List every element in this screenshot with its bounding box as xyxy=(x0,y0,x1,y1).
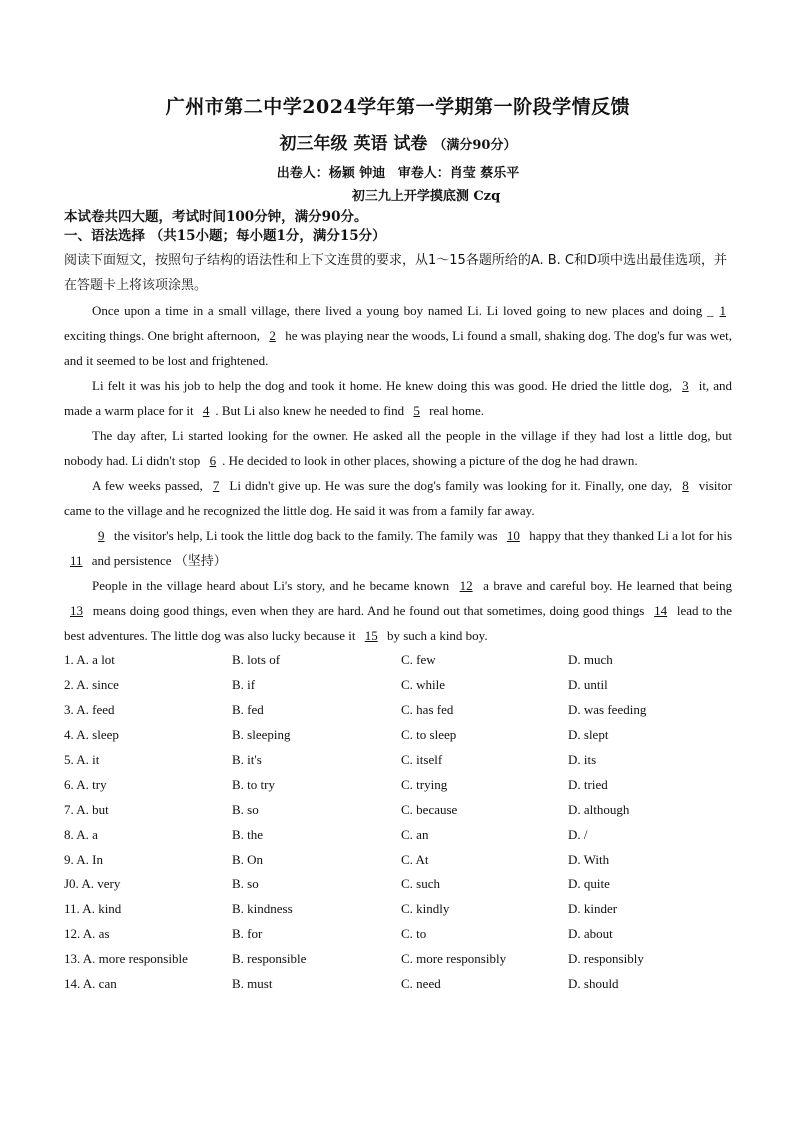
blank-5: 5 xyxy=(413,403,420,418)
option-c: C. such xyxy=(401,876,440,892)
blank-7: 7 xyxy=(212,478,220,493)
option-c: C. kindly xyxy=(401,901,450,917)
option-b: B. On xyxy=(232,851,264,867)
option-b: B. responsible xyxy=(232,951,307,967)
authors-line xyxy=(64,162,732,181)
option-d: D. / xyxy=(568,826,588,842)
option-b: B. so xyxy=(232,801,259,817)
option-row xyxy=(64,972,732,997)
option-d: D. responsibly xyxy=(568,951,644,967)
test-code: 初三九上开学摸底测 Czq xyxy=(351,189,501,204)
option-row xyxy=(64,772,732,797)
option-b: B. kindness xyxy=(232,901,293,917)
blank-10: 10 xyxy=(506,528,520,543)
option-c: C. At xyxy=(401,851,429,867)
option-a: 2. A. since xyxy=(64,677,119,693)
option-a: 4. A. sleep xyxy=(64,727,119,743)
exam-intro: 本试卷共四大题，考试时间100分钟，满分90分。 xyxy=(64,209,368,225)
passage-paragraph: 9 the visitor's help, Li took the little dog back to the family. The family was 10 happy that they thanked Li a lot for his 11 and persistence （坚持） xyxy=(64,523,732,573)
passage-paragraph: People in the village heard about Li's story, and he became known 12 a brave and careful boy. He learned that being 13 means doing good things, even when they are hard. And he found out that sometimes, doing good things 14 lead to the best adventures. The little dog was also lucky because it 15 by such a kind boy. xyxy=(64,573,732,648)
option-a: J0. A. very xyxy=(64,876,121,892)
exam-title: 广州市第二中学2024学年第一学期第一阶段学情反馈 xyxy=(165,96,631,118)
option-a: 9. A. In xyxy=(64,851,103,867)
grade-subject: 初三年级 英语 试卷 xyxy=(279,134,428,154)
passage-paragraph: Once upon a time in a small village, there lived a young boy named Li. Li loved going to new places and doing _ 1 exciting things. One bright afternoon, 2 he was playing near the woods, Li found a small, shaking dog. The dog's fur was wet, and it seemed to be lost and frightened. xyxy=(64,298,732,373)
option-row xyxy=(64,673,732,698)
option-d: D. its xyxy=(568,752,597,767)
option-b: B. fed xyxy=(232,702,264,718)
option-c: C. need xyxy=(401,976,441,992)
option-c: C. itself xyxy=(401,752,443,767)
blank-4: 4 xyxy=(202,403,210,418)
full-score-note: （满分90分） xyxy=(433,138,517,153)
option-row xyxy=(64,748,732,773)
passage-paragraph: A few weeks passed, 7 Li didn't give up. He was sure the dog's family was looking for it. Finally, one day, 8 visitor came to the village and he recognized the little dog. He said it was from a family far away. xyxy=(64,473,732,523)
option-c: C. few xyxy=(401,652,436,668)
option-row xyxy=(64,822,732,847)
option-d: D. slept xyxy=(568,727,609,743)
option-a: 1. A. a lot xyxy=(64,652,115,668)
option-row xyxy=(64,947,732,972)
option-d: D. about xyxy=(568,926,613,942)
option-c: C. because xyxy=(401,801,458,817)
option-b: B. it's xyxy=(232,752,262,767)
option-b: B. for xyxy=(232,926,263,942)
option-row xyxy=(64,847,732,872)
blank-6: 6 xyxy=(209,453,217,468)
option-c: C. to xyxy=(401,926,427,942)
option-d: D. was feeding xyxy=(568,702,647,718)
blank-13: 13 xyxy=(70,603,83,618)
option-d: D. much xyxy=(568,652,613,668)
paper-setters: 出卷人：杨颖 钟迪 xyxy=(276,166,386,181)
option-a: 13. A. more responsible xyxy=(64,951,188,967)
section-instruction: 阅读下面短文，按照句子结构的语法性和上下文连贯的要求，从1～15各题所给的A. B. C和D项中选出最佳选项，并在答题卡上将该项涂黑。 xyxy=(64,253,728,293)
option-c: C. trying xyxy=(401,776,448,792)
option-b: B. the xyxy=(232,826,264,842)
option-b: B. must xyxy=(232,976,273,992)
option-a: 14. A. can xyxy=(64,976,117,992)
option-d: D. until xyxy=(568,677,608,693)
option-a: 12. A. as xyxy=(64,926,110,942)
option-c: C. an xyxy=(401,826,429,842)
blank-15: 15 xyxy=(364,628,378,643)
option-d: D. quite xyxy=(568,876,610,892)
blank-14: 14 xyxy=(654,603,668,618)
option-a: 5. A. it xyxy=(64,752,100,767)
option-a: 3. A. feed xyxy=(64,702,115,718)
option-row xyxy=(64,797,732,822)
option-a: 6. A. try xyxy=(64,776,107,792)
option-c: C. to sleep xyxy=(401,727,457,743)
blank-8: 8 xyxy=(682,478,689,493)
option-b: B. sleeping xyxy=(232,727,291,743)
exam-subtitle xyxy=(64,129,732,154)
blank-9: 9 xyxy=(98,528,105,543)
option-a: 11. A. kind xyxy=(64,901,122,917)
answer-options xyxy=(64,648,732,996)
option-row xyxy=(64,723,732,748)
blank-2: 2 xyxy=(269,328,276,343)
option-c: C. while xyxy=(401,677,446,693)
option-d: D. should xyxy=(568,976,619,992)
paper-reviewers: 审卷人：肖莹 蔡乐平 xyxy=(397,166,520,181)
option-d: D. kinder xyxy=(568,901,618,917)
blank-1: 1 xyxy=(719,303,726,318)
blank-3: 3 xyxy=(682,378,689,393)
option-c: C. more responsibly xyxy=(401,951,507,967)
option-row xyxy=(64,648,732,673)
blank-12: 12 xyxy=(459,578,473,593)
exam-page xyxy=(64,92,732,996)
passage-paragraph: The day after, Li started looking for the owner. He asked all the people in the village if they had lost a little dog, but nobody had. Li didn't stop 6 . He decided to look in other places, showing a picture of the dog he had drawn. xyxy=(64,423,732,473)
passage-paragraph: Li felt it was his job to help the dog and took it home. He knew doing this was good. He dried the little dog, 3 it, and made a warm place for it 4 . But Li also knew he needed to find 5 real home. xyxy=(64,373,732,423)
option-d: D. although xyxy=(568,801,630,817)
option-a: 7. A. but xyxy=(64,801,109,817)
reading-passage xyxy=(64,298,732,648)
option-row xyxy=(64,872,732,897)
option-d: D. tried xyxy=(568,776,608,792)
option-row xyxy=(64,897,732,922)
blank-11: 11 xyxy=(70,553,83,568)
option-c: C. has fed xyxy=(401,702,454,718)
option-b: B. if xyxy=(232,677,256,693)
option-b: B. to try xyxy=(232,776,275,792)
option-b: B. lots of xyxy=(232,652,281,668)
option-a: 8. A. a xyxy=(64,826,98,842)
option-row xyxy=(64,698,732,723)
option-d: D. With xyxy=(568,851,610,867)
section-heading: 一、语法选择 （共15小题；每小题1分，满分15分） xyxy=(64,228,386,244)
option-row xyxy=(64,922,732,947)
option-b: B. so xyxy=(232,876,259,892)
